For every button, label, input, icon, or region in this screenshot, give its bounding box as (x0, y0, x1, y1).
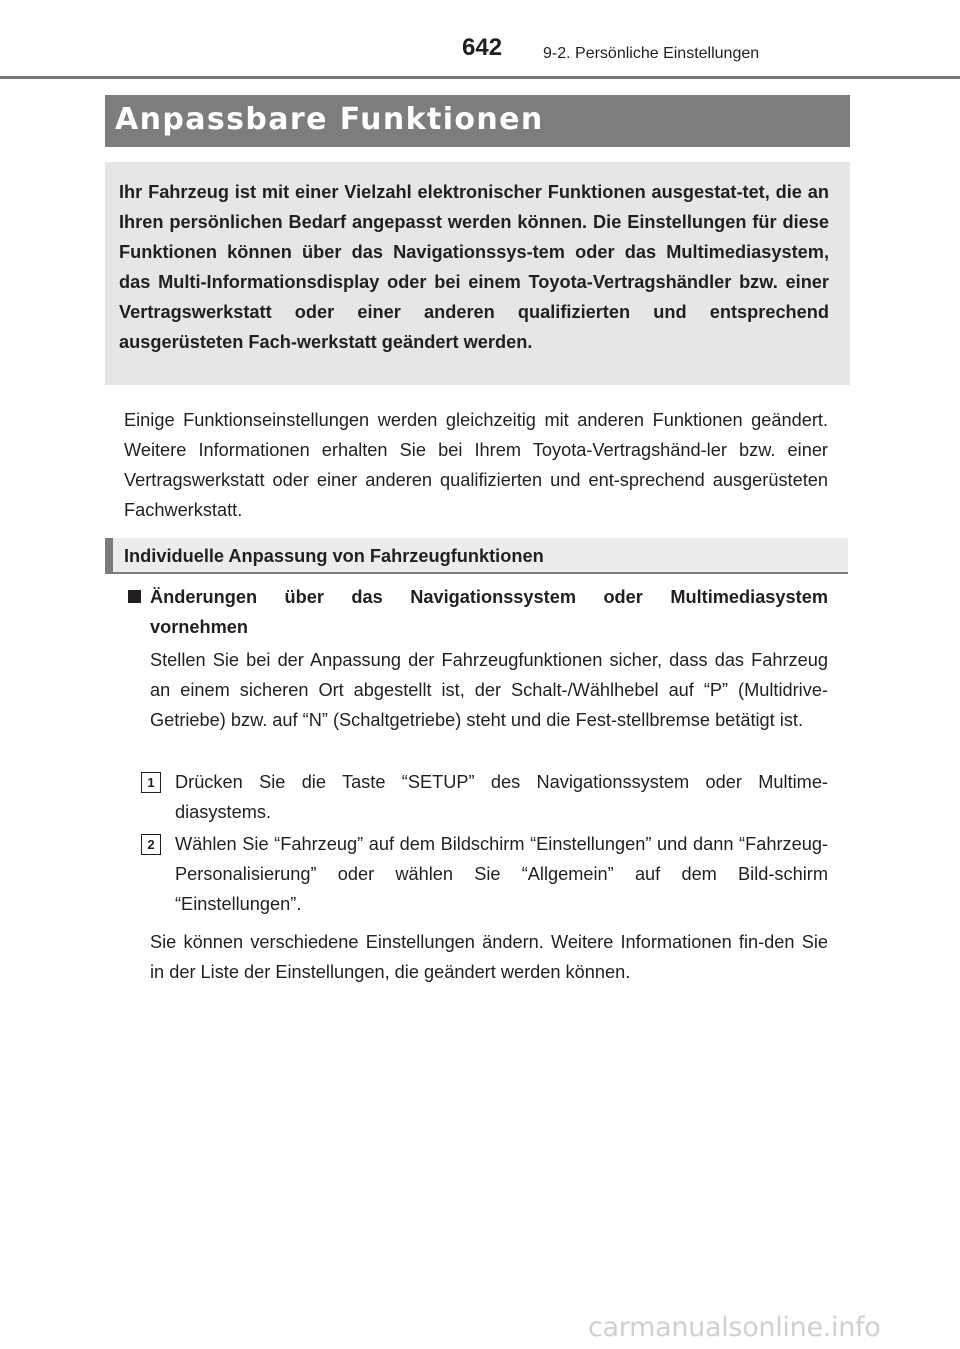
sub-heading (150, 582, 828, 642)
body-paragraph: Einige Funktionseinstellungen werden gleichzeitig mit anderen Funktionen geändert. Weitere Informationen erhalten Sie bei Ihrem Toyota-Vertragshänd-ler bzw. einer Vertragswerkstatt oder einer anderen qualifizierten und ent-sprechend ausgerüsteten Fachwerkstatt. (124, 410, 828, 520)
intro-text: Ihr Fahrzeug ist mit einer Vielzahl elektronischer Funktionen ausgestat-tet, die an Ihren persönlichen Bedarf angepasst werden können. Die Einstellungen für diese Funktionen können über das Navigationssys-tem oder das Multimediasystem, das Multi-Informationsdisplay oder bei einem Toyota-Vertragshändler bzw. einer Vertragswerkstatt oder einer anderen qualifizierten und entsprechend ausgerüsteten Fach-werkstatt geändert werden. (119, 182, 829, 352)
closing-paragraph: Sie können verschiedene Einstellungen ändern. Weitere Informationen fin-den Sie in der Liste der Einstellungen, die geändert werden können. (150, 932, 828, 982)
section-marker (105, 538, 113, 574)
step-number-badge: 1 (141, 772, 161, 793)
instruction-paragraph: Stellen Sie bei der Anpassung der Fahrzeugfunktionen sicher, dass das Fahrzeug an einem sicheren Ort abgestellt ist, der Schalt-/Wählhebel auf “P” (Multidrive-Getriebe) bzw. auf “N” (Schaltgetriebe) steht und die Fest-stellbremse betätigt ist. (150, 650, 828, 730)
chapter-label: 9-2. Persönliche Einstellungen (543, 45, 760, 62)
square-bullet-icon (128, 590, 141, 603)
page-header (0, 0, 960, 80)
step-text: Wählen Sie “Fahrzeug” auf dem Bildschirm “Einstellungen” und dann “Fahrzeug-Personalisierung” oder wählen Sie “Allgemein” auf dem Bild-schirm “Einstellungen”. (175, 834, 828, 914)
step-text: Drücken Sie die Taste “SETUP” des Navigationssystem oder Multime-diasystems. (175, 772, 828, 822)
watermark: carmanualsonline.info (588, 1312, 881, 1343)
page-title: Anpassbare Funktionen (115, 102, 544, 137)
section-title: Individuelle Anpassung von Fahrzeugfunktionen (124, 546, 544, 566)
step-number-badge: 2 (141, 834, 161, 855)
page-number: 642 (462, 34, 503, 61)
sub-heading-line-1: Änderungen über das Navigationssystem oder Multimediasystem (150, 587, 828, 607)
header-divider (0, 76, 960, 79)
sub-heading-line-2: vornehmen (150, 617, 249, 637)
